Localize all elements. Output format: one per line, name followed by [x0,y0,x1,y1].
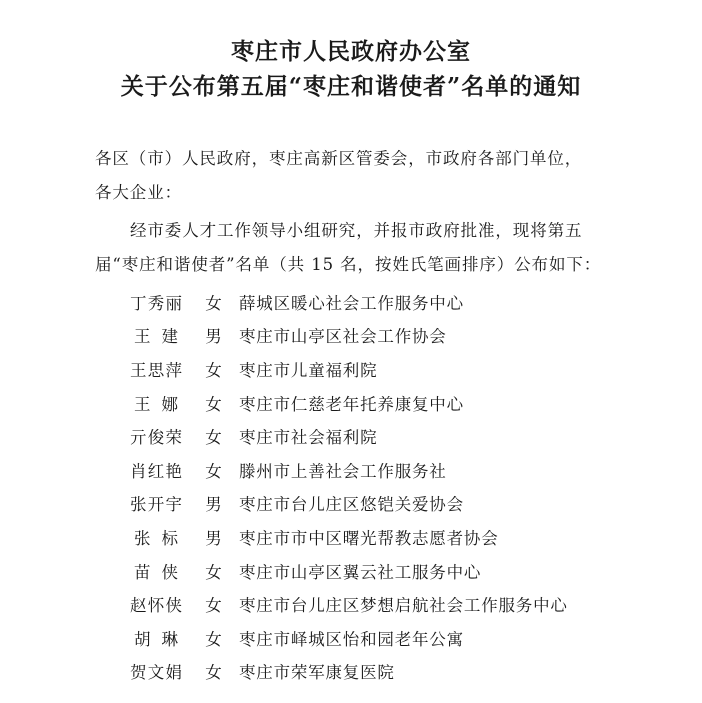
honoree-organization: 枣庄市台儿庄区梦想启航社会工作服务中心 [239,596,568,616]
body-paragraph-line-2: 届“枣庄和谐使者”名单（共 15 名，按姓氏笔画排序）公布如下： [95,255,602,274]
honoree-gender: 女 [205,394,222,414]
honoree-list [130,285,650,688]
honoree-organization: 枣庄市社会福利院 [239,428,378,448]
honoree-gender: 女 [205,428,222,448]
honoree-organization: 枣庄市山亭区翼云社工服务中心 [239,562,482,582]
honoree-gender: 女 [205,461,222,481]
honoree-name: 贺文娟 [130,663,182,683]
salutation-line-1: 各区（市）人民政府，枣庄高新区管委会，市政府各部门单位， [95,149,583,168]
list-item [130,319,650,353]
honoree-organization: 滕州市上善社会工作服务社 [239,461,447,481]
honoree-organization: 枣庄市市中区曙光帮教志愿者协会 [239,528,499,548]
honoree-name: 张开宇 [130,495,182,515]
list-item [130,453,650,487]
list-item [130,285,650,319]
list-item [130,419,650,453]
honoree-organization: 枣庄市山亭区社会工作协会 [239,327,447,347]
honoree-name: 丁秀丽 [130,293,182,313]
honoree-gender: 女 [205,629,222,649]
honoree-name: 王 娜 [134,394,178,414]
list-item [130,487,650,521]
honoree-gender: 女 [205,360,222,380]
honoree-name: 王思萍 [130,360,182,380]
honoree-name: 苗 侠 [134,562,178,582]
honoree-gender: 男 [205,327,222,347]
list-item [130,352,650,386]
document-title-line-2: 关于公布第五届“枣庄和谐使者”名单的通知 [120,73,582,100]
honoree-name: 亓俊荣 [130,428,182,448]
honoree-name: 王 建 [134,327,178,347]
list-item [130,587,650,621]
honoree-organization: 枣庄市儿童福利院 [239,360,378,380]
honoree-organization: 枣庄市台儿庄区悠铠关爱协会 [239,495,464,515]
honoree-gender: 女 [205,663,222,683]
honoree-organization: 枣庄市峄城区怡和园老年公寓 [239,629,464,649]
list-item [130,554,650,588]
honoree-organization: 枣庄市荣军康复医院 [239,663,395,683]
honoree-gender: 男 [205,495,222,515]
honoree-gender: 女 [205,596,222,616]
list-item [130,655,650,689]
honoree-name: 赵怀侠 [130,596,182,616]
document-title-line-1: 枣庄市人民政府办公室 [231,38,471,65]
honoree-gender: 男 [205,528,222,548]
honoree-gender: 女 [205,293,222,313]
honoree-organization: 薛城区暖心社会工作服务中心 [239,293,464,313]
honoree-name: 胡 琳 [134,629,178,649]
honoree-name: 肖红艳 [130,461,182,481]
body-paragraph-line-1: 经市委人才工作领导小组研究，并报市政府批准，现将第五 [130,221,583,240]
list-item [130,520,650,554]
honoree-gender: 女 [205,562,222,582]
salutation-line-2: 各大企业： [95,183,182,202]
honoree-name: 张 标 [134,528,178,548]
list-item [130,621,650,655]
honoree-organization: 枣庄市仁慈老年托养康复中心 [239,394,464,414]
list-item [130,386,650,420]
